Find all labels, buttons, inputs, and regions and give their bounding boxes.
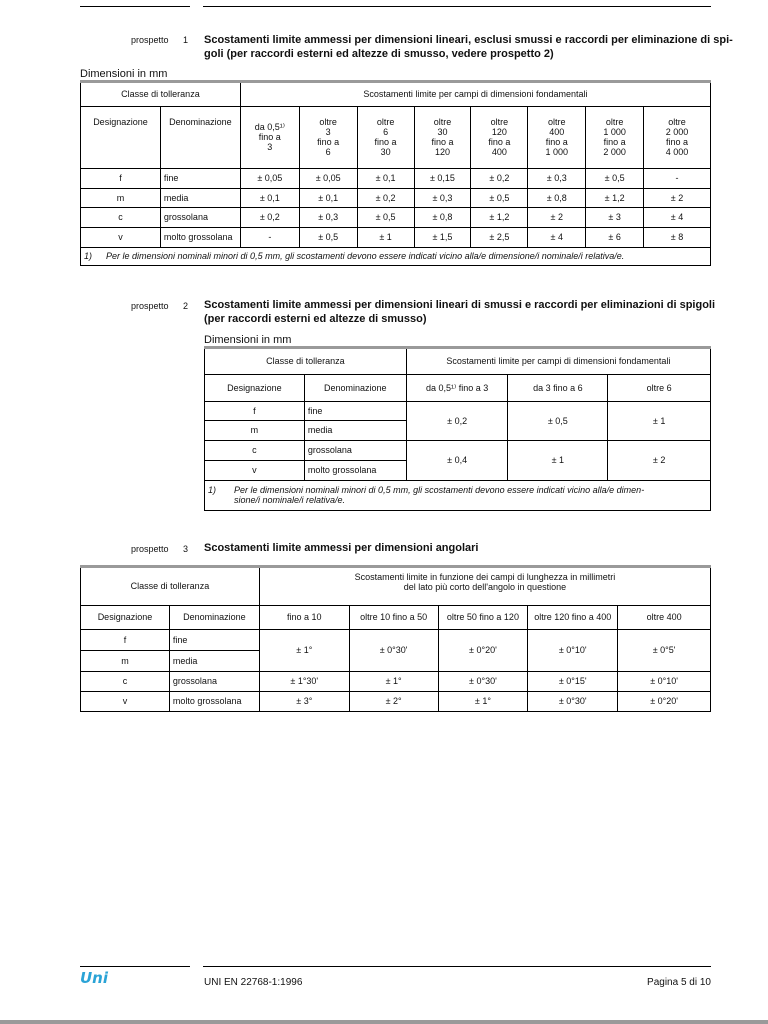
- prospetto-1-number: 1: [183, 35, 189, 45]
- p2-header-class: Classe di tolleranza: [205, 349, 407, 374]
- prospetto-1-title-line1: Scostamenti limite ammessi per dimensioni lineari, esclusi smussi e raccordi per eliminazione di spi-: [204, 34, 733, 46]
- p3-col-header: oltre 50 fino a 120: [438, 605, 528, 629]
- prospetto-1-table: [80, 83, 711, 266]
- p2-col-header: da 3 fino a 6: [508, 374, 608, 401]
- prospetto-2-title-line2: (per raccordi esterni ed altezze di smusso): [204, 313, 427, 325]
- p1-col-header: oltre 3 fino a 6: [299, 106, 357, 168]
- prospetto-2-title-line1: Scostamenti limite ammessi per dimensioni lineari di smussi e raccordi per eliminazioni di spigoli: [204, 299, 716, 311]
- prospetto-3-label: prospetto: [131, 544, 169, 554]
- p3-col-header: fino a 10: [259, 605, 349, 629]
- table-row: c grossolana ± 0,2 ± 0,3 ± 0,5 ± 0,8 ± 1,2 ± 2 ± 3 ± 4: [81, 207, 711, 227]
- table-row: v molto grossolana - ± 0,5 ± 1 ± 1,5 ± 2,5 ± 4 ± 6 ± 8: [81, 227, 711, 247]
- uni-logo: Uni: [80, 969, 109, 987]
- footer-page-number: Pagina 5 di 10: [647, 977, 711, 988]
- p1-col-header: oltre 400 fino a 1 000: [528, 106, 586, 168]
- p3-col-header: oltre 400: [618, 605, 711, 629]
- footer-rule-right: [203, 966, 711, 967]
- p3-header-ranges: Scostamenti limite in funzione dei campi di lunghezza in millimetri del lato più corto dell'angolo in questione: [259, 568, 710, 605]
- prospetto-3-number: 3: [183, 544, 189, 554]
- p1-col-header: oltre 30 fino a 120: [414, 106, 471, 168]
- p2-footnote: 1) Per le dimensioni nominali minori di 0,5 mm, gli scostamenti devono essere indicati vicino alla/e dimen- sione/i nominale/i relativa/e.: [205, 480, 711, 510]
- table-row: f fine ± 0,05 ± 0,05 ± 0,1 ± 0,15 ± 0,2 ± 0,3 ± 0,5 -: [81, 168, 711, 188]
- p1-header-designazione: Designazione: [81, 106, 161, 168]
- p1-col-header: oltre 6 fino a 30: [357, 106, 414, 168]
- p1-header-class: Classe di tolleranza: [81, 83, 241, 106]
- prospetto-2-table: [204, 349, 711, 511]
- table-row: m media: [81, 650, 711, 671]
- p1-col-header: oltre 120 fino a 400: [471, 106, 528, 168]
- prospetto-1-title: [204, 33, 733, 61]
- p2-col-header: da 0,5¹⁾ fino a 3: [406, 374, 508, 401]
- header-rule-right: [203, 6, 711, 7]
- prospetto-1-label: prospetto: [131, 35, 169, 45]
- table-row: v molto grossolana ± 3° ± 2° ± 1° ± 0°30' ± 0°20': [81, 691, 711, 711]
- table-row: c grossolana ± 0,4 ± 1 ± 2: [205, 440, 711, 460]
- p1-header-ranges: Scostamenti limite per campi di dimensioni fondamentali: [240, 83, 710, 106]
- table-row: v molto grossolana: [205, 460, 711, 480]
- table-row: c grossolana ± 1°30' ± 1° ± 0°30' ± 0°15' ± 0°10': [81, 671, 711, 691]
- prospetto-3-title: Scostamenti limite ammessi per dimensioni angolari: [204, 542, 479, 554]
- p1-header-denominazione: Denominazione: [160, 106, 240, 168]
- prospetto-1-dim-label: Dimensioni in mm: [80, 68, 168, 80]
- header-rule-left: [80, 6, 190, 7]
- table-row: m media: [205, 420, 711, 440]
- p2-header-denominazione: Denominazione: [304, 374, 406, 401]
- table-row: f fine ± 0,2 ± 0,5 ± 1: [205, 401, 711, 420]
- prospetto-1-title-line2: goli (per raccordi esterni ed altezze di smusso, vedere prospetto 2): [204, 48, 554, 60]
- prospetto-2-label: prospetto: [131, 301, 169, 311]
- p1-col-header: oltre 2 000 fino a 4 000: [644, 106, 711, 168]
- footer-standard: UNI EN 22768-1:1996: [204, 977, 303, 988]
- p1-footnote: 1) Per le dimensioni nominali minori di 0,5 mm, gli scostamenti devono essere indicati vicino alla/e dimensione/i nominale/i relativa/e.: [81, 247, 711, 265]
- p1-col-header: oltre 1 000 fino a 2 000: [586, 106, 644, 168]
- p3-header-denominazione: Denominazione: [169, 605, 259, 629]
- prospetto-2-title: [204, 298, 714, 326]
- p3-header-class: Classe di tolleranza: [81, 568, 260, 605]
- p3-col-header: oltre 120 fino a 400: [528, 605, 618, 629]
- bottom-edge-bar: [0, 1020, 768, 1024]
- prospetto-3-table: [80, 568, 711, 712]
- table-row: f fine ± 1° ± 0°30' ± 0°20' ± 0°10' ± 0°5': [81, 629, 711, 650]
- p1-col-header: da 0,5¹⁾ fino a 3: [240, 106, 299, 168]
- p3-header-designazione: Designazione: [81, 605, 170, 629]
- prospetto-2-number: 2: [183, 301, 189, 311]
- footer-rule-left: [80, 966, 190, 967]
- p3-col-header: oltre 10 fino a 50: [349, 605, 438, 629]
- prospetto-2-dim-label: Dimensioni in mm: [204, 334, 292, 346]
- p2-header-designazione: Designazione: [205, 374, 305, 401]
- table-row: m media ± 0,1 ± 0,1 ± 0,2 ± 0,3 ± 0,5 ± 0,8 ± 1,2 ± 2: [81, 188, 711, 207]
- p2-col-header: oltre 6: [608, 374, 711, 401]
- p2-header-ranges: Scostamenti limite per campi di dimensioni fondamentali: [406, 349, 710, 374]
